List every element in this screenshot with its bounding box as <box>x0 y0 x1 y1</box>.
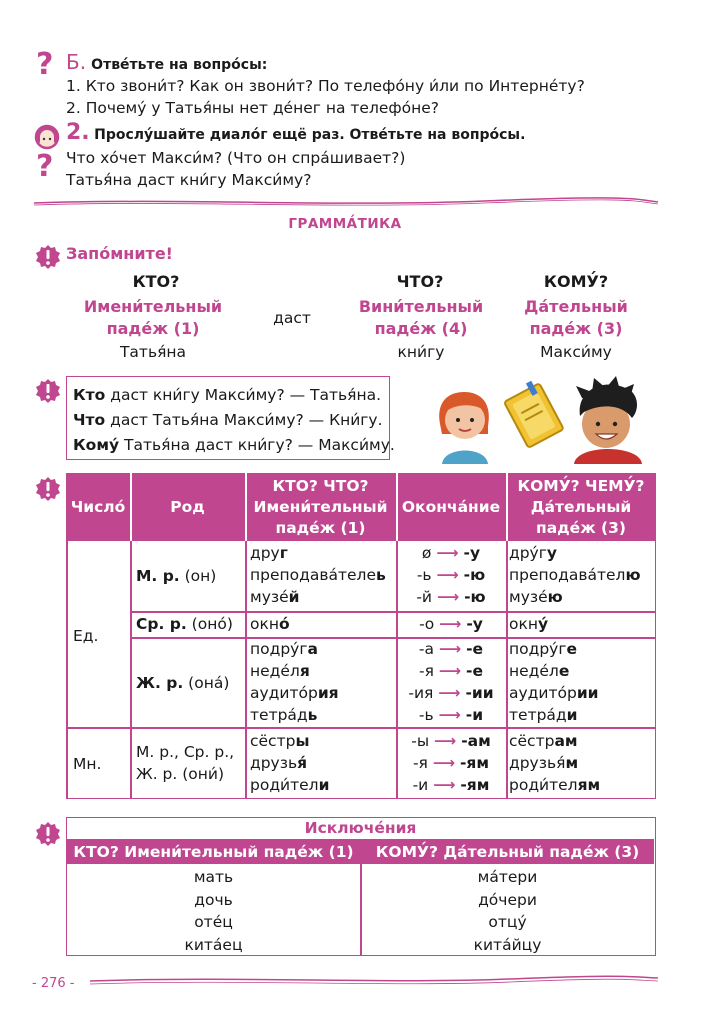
exceptions-dat-header: КОМУ́? Да́тельный паде́ж (3) <box>361 840 654 864</box>
nom-case-line-1: Имени́тельный <box>83 297 223 316</box>
acc-case-line-1: Вини́тельный <box>358 297 484 316</box>
nom-case-line-2: паде́ж (1) <box>106 319 200 338</box>
scheme-whom: КОМУ́? <box>543 272 609 291</box>
exceptions-nom-list <box>67 866 360 956</box>
section-b-heading <box>66 52 267 75</box>
boy-illustration <box>574 376 642 464</box>
nom-word: преподава́телеь <box>250 566 386 584</box>
listen-headphones-icon <box>34 124 60 150</box>
dat-case-line-2: паде́ж (3) <box>529 319 623 338</box>
dat-word: дру́гу <box>509 544 557 562</box>
case-questions-box <box>66 376 395 460</box>
exception-nom-word: дочь <box>194 890 233 909</box>
header-gender: Род <box>170 497 205 516</box>
scheme-who: КТО? <box>132 272 180 291</box>
ending-change: -й ⟶ -ю <box>416 588 486 606</box>
exceptions-table <box>66 817 656 956</box>
scheme-nominative-case <box>76 296 230 340</box>
remember-label: Запо́мните! <box>66 244 173 263</box>
ending-change: -о ⟶ -у <box>419 615 483 633</box>
exception-nom-word: мать <box>193 868 234 886</box>
header-ending: Оконча́ние <box>401 497 501 516</box>
nom-word: тетра́дь <box>250 706 318 724</box>
singular-label: Ед. <box>73 627 99 645</box>
dat-word: музе́ю <box>509 588 563 606</box>
scheme-verb: даст <box>273 309 311 327</box>
plural-label: Мн. <box>73 755 102 773</box>
nom-word: друзья́ <box>250 754 308 772</box>
ending-change: ø ⟶ -у <box>421 544 481 562</box>
ending-change: -ь ⟶ -ю <box>416 566 486 584</box>
ending-change: -я ⟶ -ям <box>412 754 490 772</box>
ending-change: -ы ⟶ -ам <box>411 732 491 750</box>
exception-nom-word: кита́ец <box>184 935 243 954</box>
ending-change: -я ⟶ -е <box>419 662 483 680</box>
section-b-line-1: 1. Кто звони́т? Как он звони́т? По телефо́ну и́ли по Интерне́ту? <box>66 77 585 95</box>
scheme-recipient: Макси́му <box>540 343 612 361</box>
footer-divider <box>90 972 658 988</box>
scheme-what: ЧТО? <box>396 272 444 291</box>
exceptions-title: Исключе́ния <box>304 819 417 837</box>
scheme-dative-case <box>506 296 646 340</box>
exception-dat-word: кита́йцу <box>473 935 542 954</box>
scheme-subject: Татья́на <box>119 343 187 361</box>
ending-change: -и ⟶ -ям <box>412 776 490 794</box>
girl-illustration <box>439 392 489 464</box>
gender-masculine: М. р. (он) <box>136 567 217 585</box>
section-2-number: 2. <box>66 120 90 145</box>
dat-word: роди́телям <box>509 776 601 794</box>
section-2-instruction: Прослу́шайте диало́г ещё раз. Отве́тьте на вопро́сы. <box>94 127 526 143</box>
nom-word: сёстры <box>250 732 310 750</box>
ending-change: -а ⟶ -е <box>418 640 484 658</box>
scheme-accusative-case <box>346 296 496 340</box>
exception-dat-word: отцу́ <box>488 913 527 931</box>
nom-word: музе́й <box>250 588 300 606</box>
exclamation-badge-icon <box>35 244 61 270</box>
header-dative: КОМУ́? ЧЕМУ́? Да́тельный паде́ж (3) <box>517 476 645 537</box>
gender-feminine: Ж. р. (она́) <box>136 674 230 692</box>
section-2-line-1: Что хо́чет Макси́м? (Что он спра́шивает?) <box>66 149 406 167</box>
ending-change: -ь ⟶ -и <box>418 706 484 724</box>
gender-plural-line-2: Ж. р. (они́) <box>136 765 225 783</box>
section-2-heading <box>66 122 525 146</box>
nom-word: аудито́рия <box>250 684 339 702</box>
page-number: - 276 - <box>32 976 75 991</box>
dat-word: неде́ле <box>509 662 570 680</box>
nom-word: подру́га <box>250 640 318 658</box>
nom-word: неде́ля <box>250 662 310 680</box>
book-illustration <box>501 378 564 448</box>
section-b-line-2: 2. Почему́ у Татья́ны нет де́нег на телефо́не? <box>66 99 440 117</box>
dat-word: преподава́телю <box>509 566 641 584</box>
case-question-2: Что даст Татья́на Макси́му? — Кни́гу. <box>73 411 383 429</box>
exception-nom-word: оте́ц <box>194 913 233 931</box>
section-b-instruction: Отве́тьте на вопро́сы: <box>91 57 268 73</box>
acc-case-line-2: паде́ж (4) <box>374 319 468 338</box>
dat-word: сёстрам <box>509 732 578 750</box>
dat-word: подру́ге <box>509 640 578 658</box>
dat-word: аудито́рии <box>509 684 599 702</box>
exclamation-badge-icon-4 <box>35 821 61 847</box>
exclamation-badge-icon-2 <box>35 378 61 404</box>
question-mark-icon: ? <box>36 47 54 82</box>
exception-dat-word: ма́тери <box>477 868 538 886</box>
declension-table <box>66 473 656 799</box>
nom-word: окно́ <box>250 615 290 633</box>
wavy-divider <box>34 195 658 209</box>
scheme-object: кни́гу <box>397 343 445 361</box>
nom-word: роди́тели <box>250 776 330 794</box>
header-number: Число́ <box>70 497 126 516</box>
question-mark-icon-2: ? <box>36 149 54 184</box>
nom-word: друг <box>250 544 288 562</box>
case-question-3: Кому́ Татья́на даст кни́гу? — Макси́му. <box>73 436 395 454</box>
exceptions-nom-header: КТО? Имени́тельный паде́ж (1) <box>67 840 360 864</box>
gender-plural-line-1: М. р., Ср. р., <box>136 743 235 761</box>
illustration-girl-book-boy <box>434 372 646 464</box>
dat-word: окну́ <box>509 615 549 633</box>
exceptions-dat-list <box>361 866 654 956</box>
exception-dat-word: до́чери <box>478 890 537 909</box>
exclamation-badge-icon-3 <box>35 476 61 502</box>
section-b-letter: Б. <box>66 50 87 74</box>
header-nominative: КТО? ЧТО? Имени́тельный паде́ж (1) <box>253 476 388 537</box>
dat-case-line-1: Да́тельный <box>524 297 628 316</box>
gender-neuter: Ср. р. (оно́) <box>136 615 233 633</box>
section-2-line-2: Татья́на даст кни́гу Макси́му? <box>66 171 312 189</box>
case-question-1: Кто даст кни́гу Макси́му? — Татья́на. <box>73 386 382 404</box>
grammar-title: ГРАММА́ТИКА <box>288 216 402 232</box>
dat-word: друзья́м <box>509 754 579 772</box>
dat-word: тетра́ди <box>509 706 578 724</box>
ending-change: -ия ⟶ -ии <box>408 684 494 702</box>
